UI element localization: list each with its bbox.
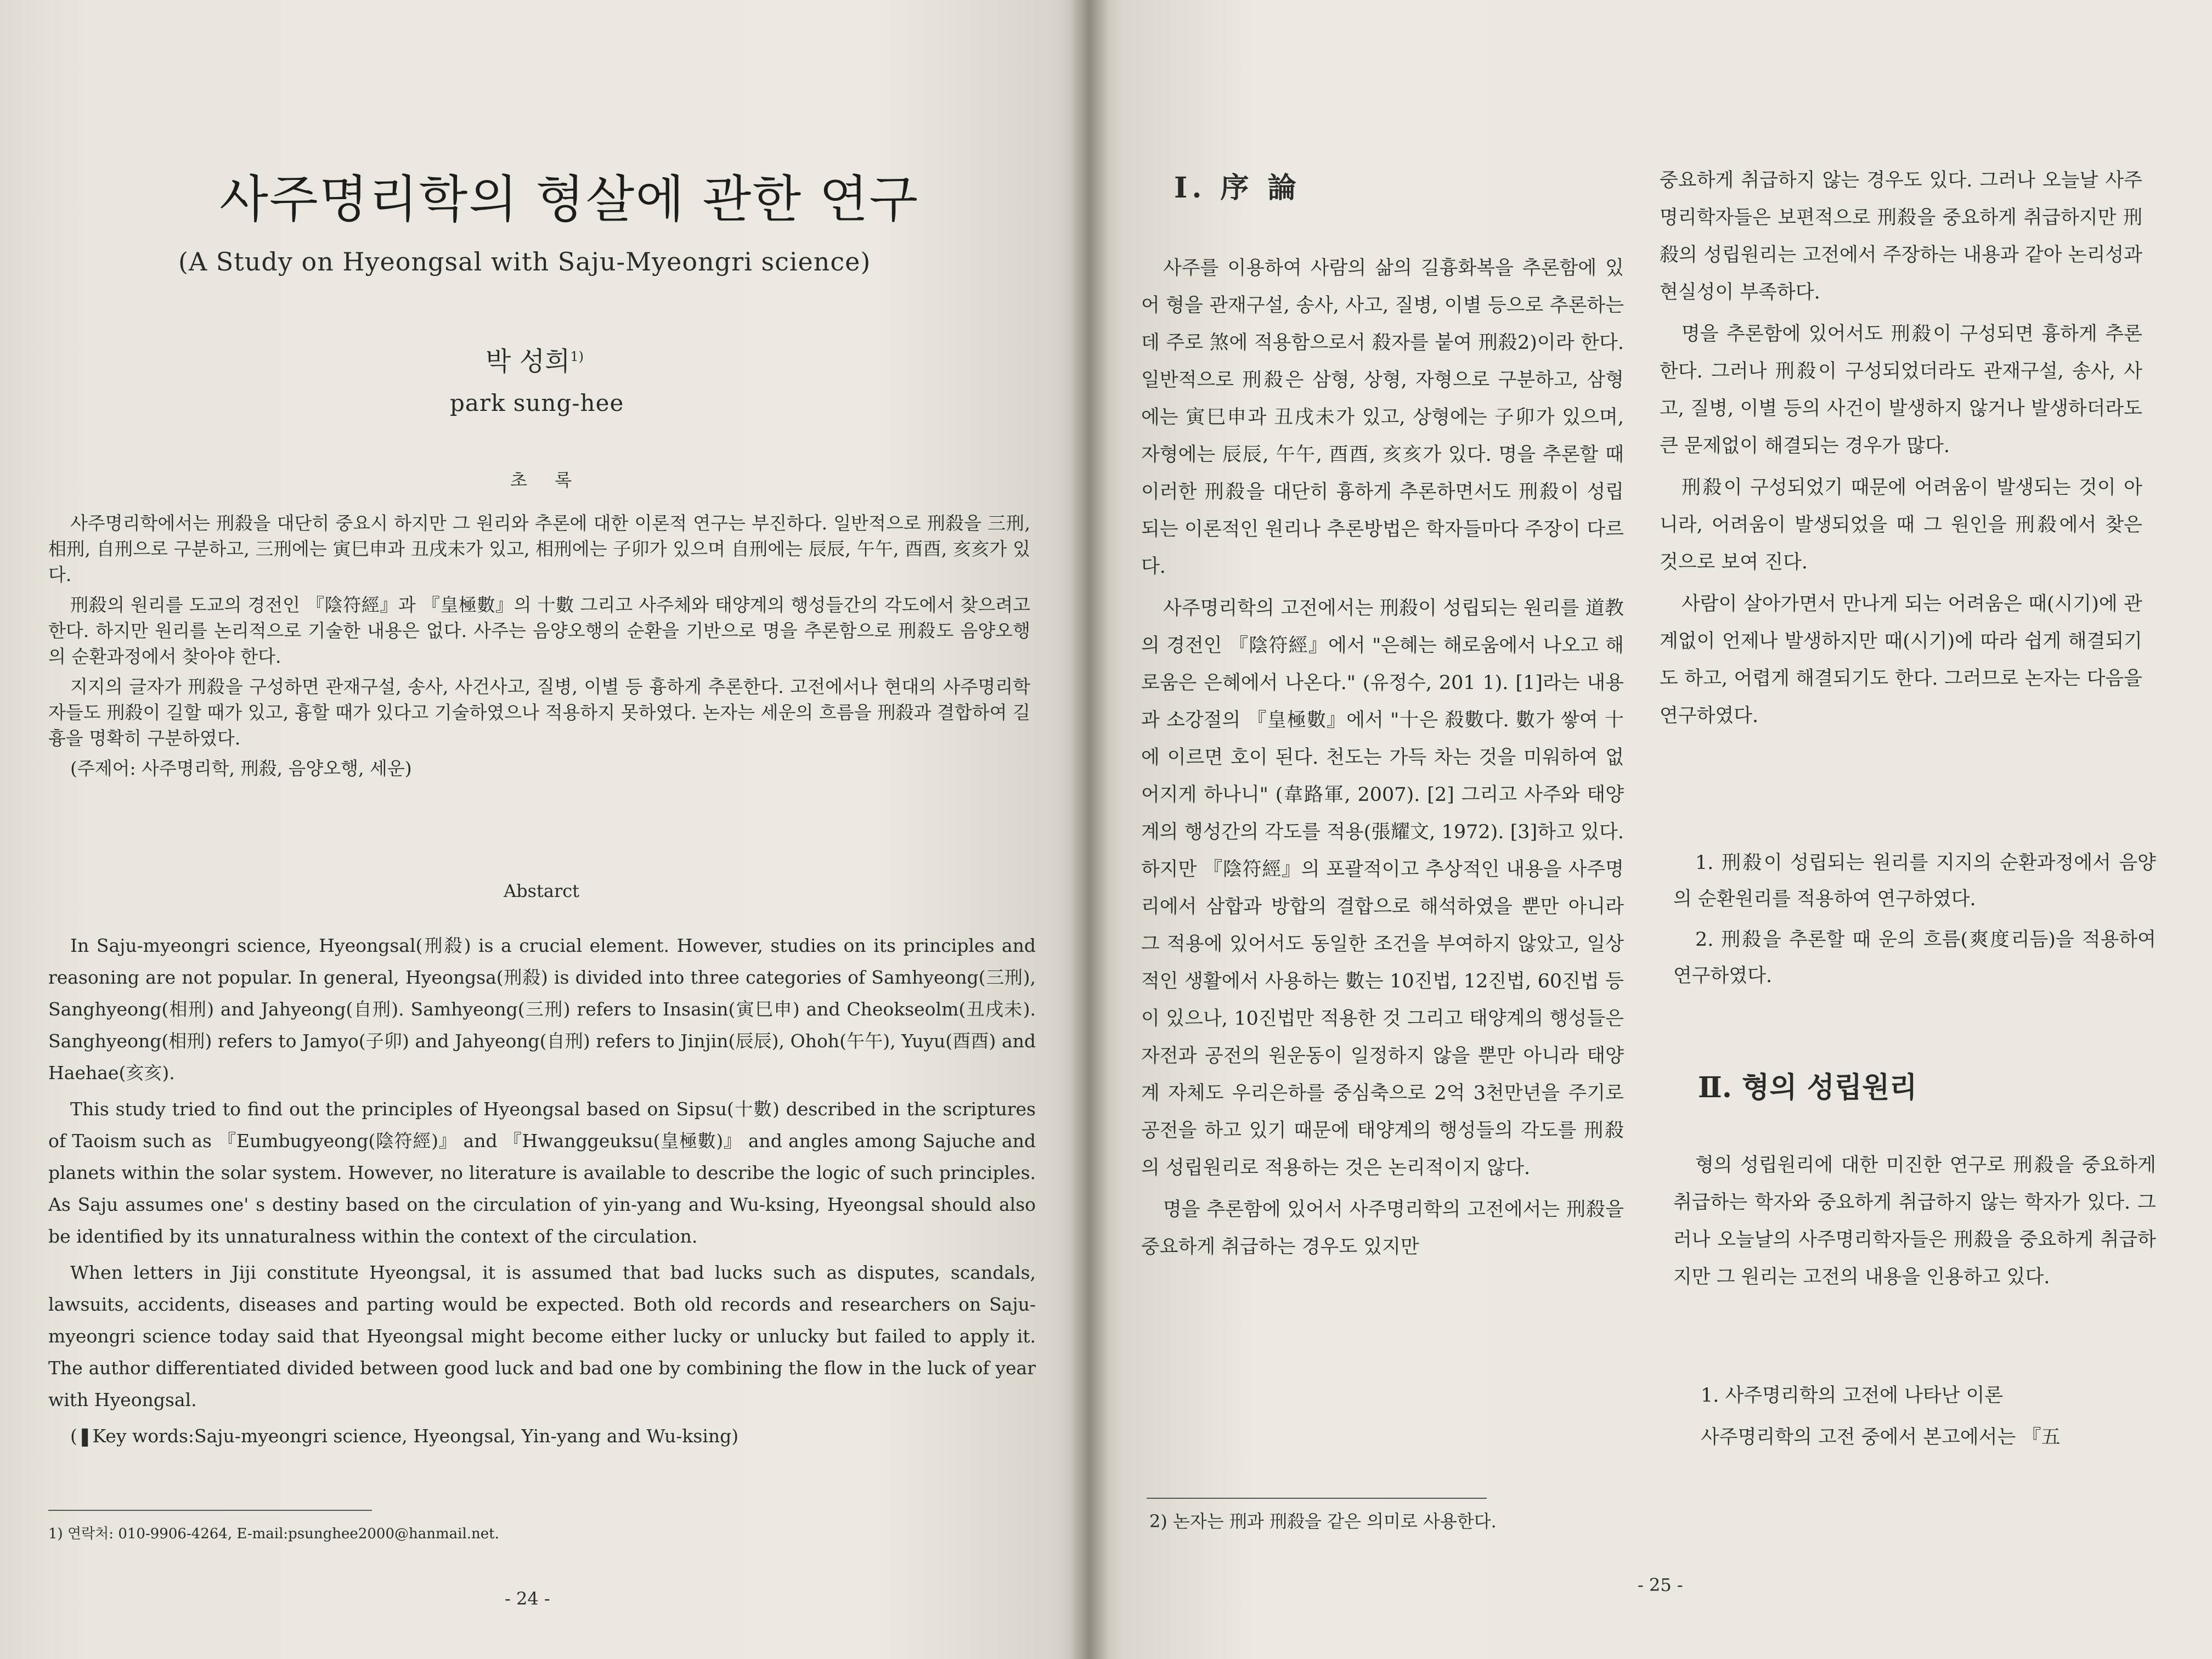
korean-abstract-heading: 초 록 bbox=[510, 470, 583, 490]
subsection-1-heading: 1. 사주명리학의 고전에 나타난 이론 bbox=[1701, 1385, 2004, 1407]
paper-subtitle: (A Study on Hyeongsal with Saju-Myeongri science) bbox=[178, 247, 871, 276]
english-abstract bbox=[48, 930, 1036, 1457]
footnote-contact: 1) 연락처: 010-9906-4264, E-mail:psunghee2000@hanmail.net. bbox=[48, 1526, 499, 1542]
page-number-left: - 24 - bbox=[505, 1588, 550, 1609]
research-item: 1. 刑殺이 성립되는 원리를 지지의 순환과정에서 음양의 순환원리를 적용하여 연구하였다. bbox=[1673, 852, 2156, 910]
research-item: 2. 刑殺을 추론할 때 운의 흐름(爽度리듬)을 적용하여 연구하였다. bbox=[1673, 929, 2156, 987]
korean-abstract-paragraph: 지지의 글자가 刑殺을 구성하면 관재구설, 송사, 사건사고, 질병, 이별 등 흉하게 추론한다. 고전에서나 현대의 사주명리학자들도 刑殺이 길할 때가 있고, 흉할 때가 있다고 기술하였으나 적용하지 못하였다. 논자는 세운의 흐름을 刑殺과 결합하여 길흉을 명확히 구분하였다. bbox=[48, 676, 1031, 749]
book-gutter bbox=[1070, 0, 1108, 1659]
section-1-heading: Ⅰ. 序 論 bbox=[1174, 171, 1301, 205]
korean-abstract bbox=[48, 510, 1030, 786]
research-items bbox=[1673, 845, 2156, 998]
body-paragraph: 명을 추론함에 있어서 사주명리학의 고전에서는 刑殺을 중요하게 취급하는 경우도 있지만 bbox=[1141, 1199, 1624, 1258]
section-2-heading: Ⅱ. 형의 성립원리 bbox=[1698, 1071, 1917, 1104]
footnote-divider-right bbox=[1147, 1498, 1487, 1499]
right-column-1 bbox=[1141, 250, 1624, 1270]
subsection-1 bbox=[1701, 1377, 2156, 1460]
paper-title: 사주명리학의 형살에 관한 연구 bbox=[219, 170, 919, 229]
body-paragraph: 형의 성립원리에 대한 미진한 연구로 刑殺을 중요하게 취급하는 학자와 중요하게 취급하지 않는 학자가 있다. 그러나 오늘날의 사주명리학자들은 刑殺을 중요하게 취급하지만 그 원리는 고전의 내용을 인용하고 있다. bbox=[1673, 1154, 2156, 1288]
english-abstract-heading: Abstarct bbox=[504, 881, 580, 901]
author-name-english: park sung-hee bbox=[450, 390, 624, 416]
english-abstract-paragraph: This study tried to find out the principles of Hyeongsal based on Sipsu(十數) described in the scriptures of Taoism such as 『Eumbugyeong(陰符經)』 and 『Hwanggeuksu(皇極數)』 and angles among Sajuche and planets within the solar system. However, no literature is available to describe the logic of such principles. As Saju assumes one' s destiny based on the circulation of yin-yang and Wu-ksing, Hyeongsal should also be identified by its unnaturalness within the context of the circulation. bbox=[48, 1098, 1036, 1247]
subsection-1-text: 사주명리학의 고전 중에서 본고에서는 『五 bbox=[1701, 1426, 2061, 1448]
right-column-2 bbox=[1660, 162, 2142, 739]
korean-abstract-paragraph: 刑殺의 원리를 도교의 경전인 『陰符經』과 『皇極數』의 十數 그리고 사주체와 태양계의 행성들간의 각도에서 찾으려고 한다. 하지만 원리를 논리적으로 기술한 내용은 없다. 사주는 음양오행의 순환을 기반으로 명을 추론함으로 刑殺도 음양오행의 순환과정에서 찾아야 한다. bbox=[48, 594, 1030, 667]
korean-abstract-paragraph: 사주명리학에서는 刑殺을 대단히 중요시 하지만 그 원리와 추론에 대한 이론적 연구는 부진하다. 일반적으로 刑殺을 三刑, 相刑, 自刑으로 구분하고, 三刑에는 寅巳申과 丑戌未가 있고, 相刑에는 子卯가 있으며 自刑에는 辰辰, 午午, 酉酉, 亥亥가 있다. bbox=[48, 512, 1030, 585]
body-paragraph: 사람이 살아가면서 만나게 되는 어려움은 때(시기)에 관계없이 언제나 발생하지만 때(시기)에 따라 쉽게 해결되기도 하고, 어렵게 해결되기도 한다. 그러므로 논자는 다음을 연구하였다. bbox=[1660, 593, 2142, 727]
footnote-terminology: 2) 논자는 刑과 刑殺을 같은 의미로 사용한다. bbox=[1149, 1511, 1497, 1532]
korean-keywords: (주제어: 사주명리학, 刑殺, 음양오행, 세운) bbox=[70, 758, 412, 779]
section-2-body bbox=[1673, 1147, 2156, 1300]
body-paragraph: 사주를 이용하여 사람의 삶의 길흉화복을 추론함에 있어 형을 관재구설, 송사, 사고, 질병, 이별 등으로 추론하는데 주로 煞에 적용함으로서 殺자를 붙여 刑殺2)이라 한다. 일반적으로 刑殺은 삼형, 상형, 자형으로 구분하고, 삼형에는 寅巳申과 丑戌未가 있고, 상형에는 子卯가 있으며, 자형에는 辰辰, 午午, 酉酉, 亥亥가 있다. 명을 추론할 때 이러한 刑殺을 대단히 흉하게 추론하면서도 刑殺이 성립되는 이론적인 원리나 추론방법은 학자들마다 주장이 다르다. bbox=[1141, 257, 1624, 578]
body-paragraph: 중요하게 취급하지 않는 경우도 있다. 그러나 오늘날 사주명리학자들은 보편적으로 刑殺을 중요하게 취급하지만 刑殺의 성립원리는 고전에서 주장하는 내용과 같아 논리성과 현실성이 부족하다. bbox=[1660, 170, 2142, 303]
english-abstract-paragraph: When letters in Jiji constitute Hyeongsal, it is assumed that bad lucks such as disputes, scandals, lawsuits, accidents, diseases and parting would be expected. Both old records and researchers on Saju-myeongri science today said that Hyeongsal might become either lucky or unlucky but failed to apply it. The author differentiated divided between good luck and bad one by combining the flow in the luck of year with Hyeongsal. bbox=[48, 1262, 1036, 1410]
body-paragraph: 명을 추론함에 있어서도 刑殺이 구성되면 흉하게 추론한다. 그러나 刑殺이 구성되었더라도 관재구설, 송사, 사고, 질병, 이별 등의 사건이 발생하지 않거나 발생하더라도 큰 문제없이 해결되는 경우가 많다. bbox=[1660, 323, 2142, 457]
page-number-right: - 25 - bbox=[1638, 1575, 1683, 1595]
author-name-korean: 박 성희$^{1)}$ bbox=[486, 346, 584, 377]
body-paragraph: 刑殺이 구성되었기 때문에 어려움이 발생되는 것이 아니라, 어려움이 발생되었을 때 그 원인을 刑殺에서 찾은 것으로 보여 진다. bbox=[1660, 477, 2142, 573]
author-footnote-mark: 1) bbox=[570, 349, 584, 364]
body-paragraph: 사주명리학의 고전에서는 刑殺이 성립되는 원리를 道教의 경전인 『陰符經』에서 "은혜는 해로움에서 나오고 해로움은 은혜에서 나온다." (유정수, 201 1). [1]라는 내용과 소강절의 『皇極數』에서 "十은 殺數다. 數가 쌓여 十에 이르면 호이 된다. 천도는 가득 차는 것을 미워하여 없어지게 하나니" (韋路軍, 2007). [2] 그리고 사주와 태양계의 행성간의 각도를 적용(張耀文, 1972). [3]하고 있다. 하지만 『陰符經』의 포괄적이고 추상적인 내용을 사주명리에서 삼합과 방합의 결합으로 해석하였을 뿐만 아니라 그 적용에 있어서도 동일한 조건을 부여하지 않았고, 일상적인 생활에서 사용하는 數는 10진법, 12진법, 60진법 등이 있으나, 10진법만 적용한 것 그리고 태양계의 행성들은 자전과 공전의 원운동이 일정하지 않을 뿐만 아니라 태양계 자체도 우리은하를 중심축으로 2억 3천만년을 주기로 공전을 하고 있기 때문에 태양계의 행성들의 각도를 刑殺의 성립원리로 적용하는 것은 논리적이지 않다. bbox=[1141, 597, 1624, 1179]
english-abstract-paragraph: In Saju-myeongri science, Hyeongsal(刑殺) is a crucial element. However, studies on its principles and reasoning are not popular. In general, Hyeongsa(刑殺) is divided into three categories of Samhyeong(三刑), Sanghyeong(相刑) and Jahyeong(自刑). Samhyeong(三刑) refers to Insasin(寅巳申) and Cheokseolm(丑戌未). Sanghyeong(相刑) refers to Jamyo(子卯) and Jahyeong(自刑) refers to Jinjin(辰辰), Ohoh(午午), Yuyu(酉酉) and Haehae(亥亥). bbox=[48, 935, 1036, 1084]
footnote-divider bbox=[48, 1510, 372, 1511]
english-keywords: (❚Key words:Saju-myeongri science, Hyeongsal, Yin-yang and Wu-ksing) bbox=[70, 1425, 739, 1447]
left-page bbox=[0, 0, 1089, 1659]
